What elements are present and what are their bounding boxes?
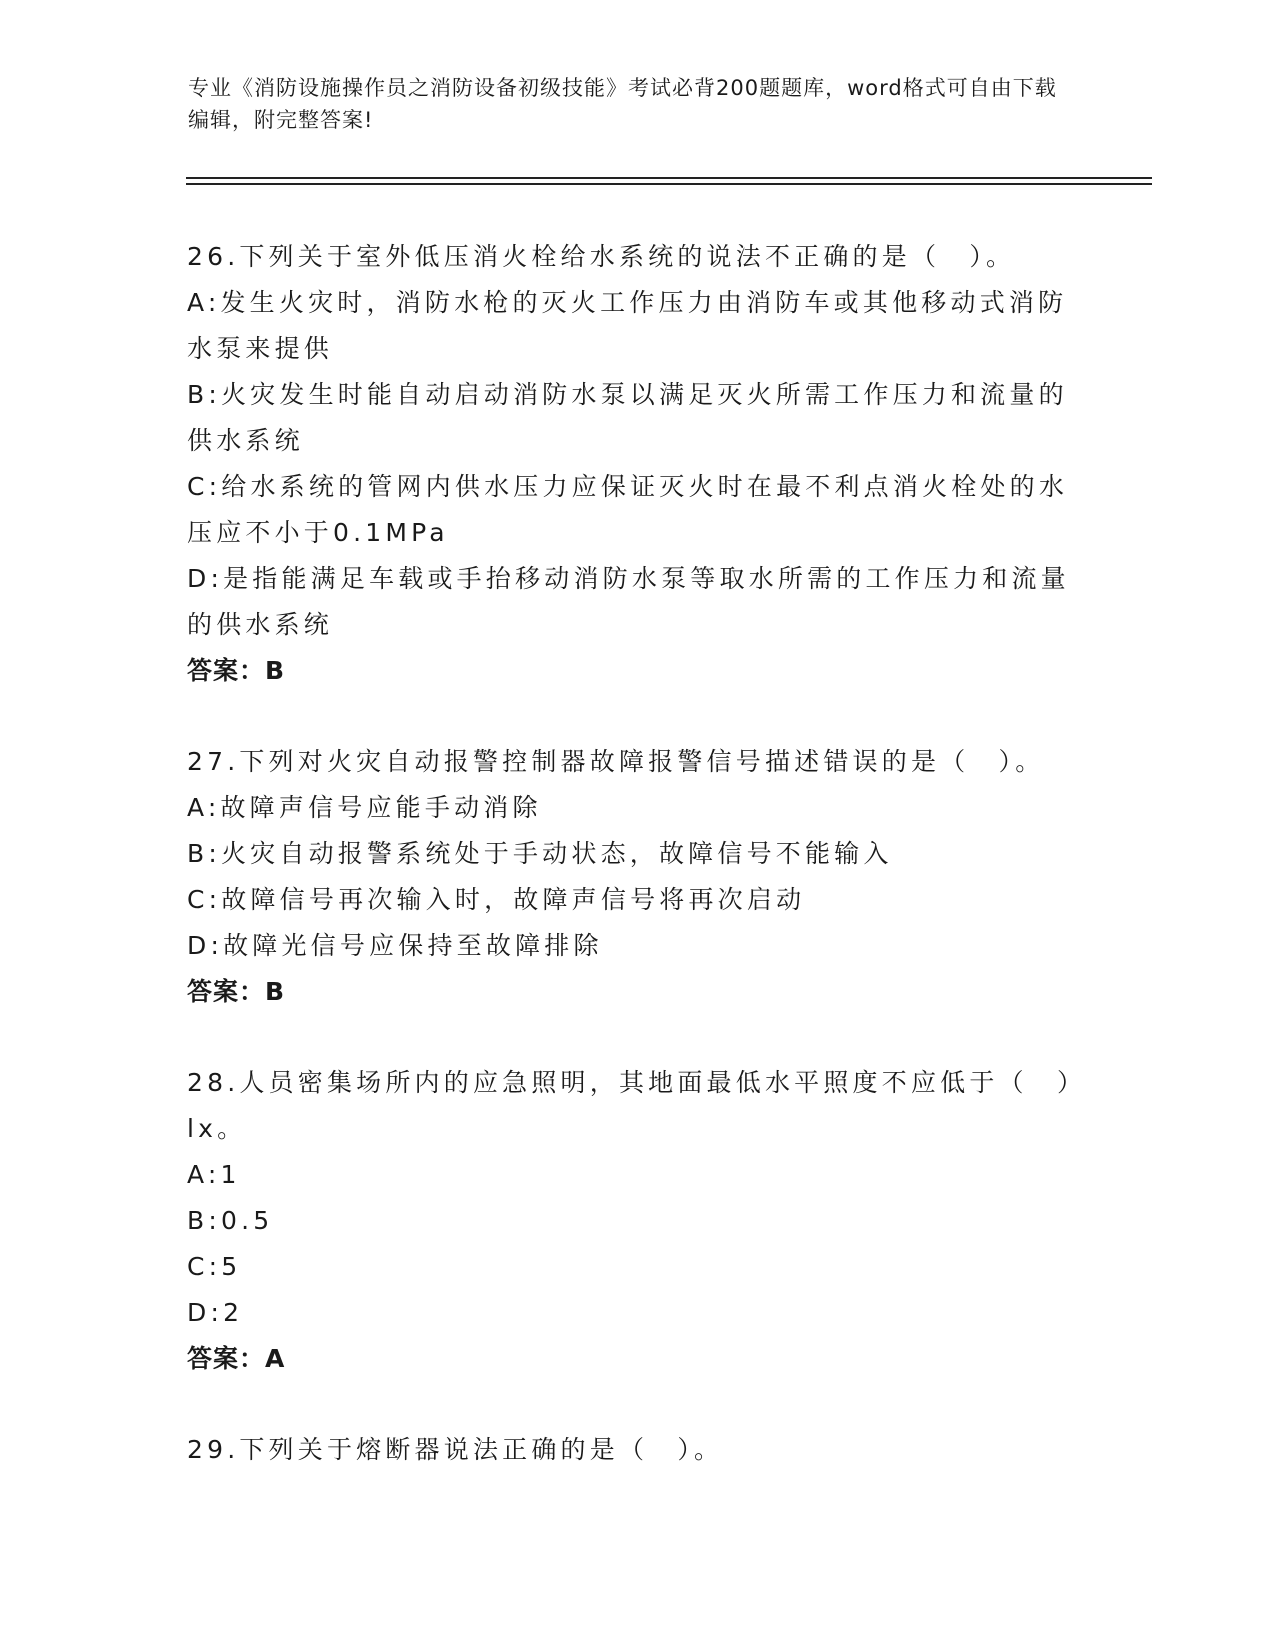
option-a: A:故障声信号应能手动消除 [187, 793, 542, 822]
document-header: 专业《消防设施操作员之消防设备初级技能》考试必背200题题库，word格式可自由下载编辑，附完整答案! [188, 76, 1057, 132]
question-29 [187, 1427, 1077, 1473]
option-d: D:是指能满足车载或手抬移动消防水泵等取水所需的工作压力和流量的供水系统 [187, 564, 1070, 639]
option-d: D:故障光信号应保持至故障排除 [187, 931, 603, 960]
question-stem: 26.下列关于室外低压消火栓给水系统的说法不正确的是（ ）。 [187, 242, 1016, 271]
question-stem: 29.下列关于熔断器说法正确的是（ ）。 [187, 1435, 724, 1464]
question-list [187, 234, 1077, 1518]
option-a: A:发生火灾时，消防水枪的灭火工作压力由消防车或其他移动式消防水泵来提供 [187, 288, 1068, 363]
header-rule-top [186, 177, 1152, 179]
question-28 [187, 1060, 1077, 1382]
option-d: D:2 [187, 1298, 244, 1327]
answer: 答案：B [187, 656, 286, 685]
option-c: C:给水系统的管网内供水压力应保证灭火时在最不利点消火栓处的水压应不小于0.1MPa [187, 472, 1069, 547]
answer: 答案：B [187, 977, 286, 1006]
option-a: A:1 [187, 1160, 241, 1189]
option-c: C:5 [187, 1252, 242, 1281]
option-b: B:火灾发生时能自动启动消防水泵以满足灭火所需工作压力和流量的供水系统 [187, 380, 1068, 455]
question-stem: 27.下列对火灾自动报警控制器故障报警信号描述错误的是（ ）。 [187, 747, 1045, 776]
question-26 [187, 234, 1077, 694]
answer: 答案：A [187, 1344, 286, 1373]
question-stem: 28.人员密集场所内的应急照明，其地面最低水平照度不应低于（ ）lx。 [187, 1068, 1074, 1143]
option-b: B:火灾自动报警系统处于手动状态，故障信号不能输入 [187, 839, 893, 868]
option-b: B:0.5 [187, 1206, 274, 1235]
question-27 [187, 739, 1077, 1015]
option-c: C:故障信号再次输入时，故障声信号将再次启动 [187, 885, 806, 914]
header-rule-bottom [186, 183, 1152, 185]
